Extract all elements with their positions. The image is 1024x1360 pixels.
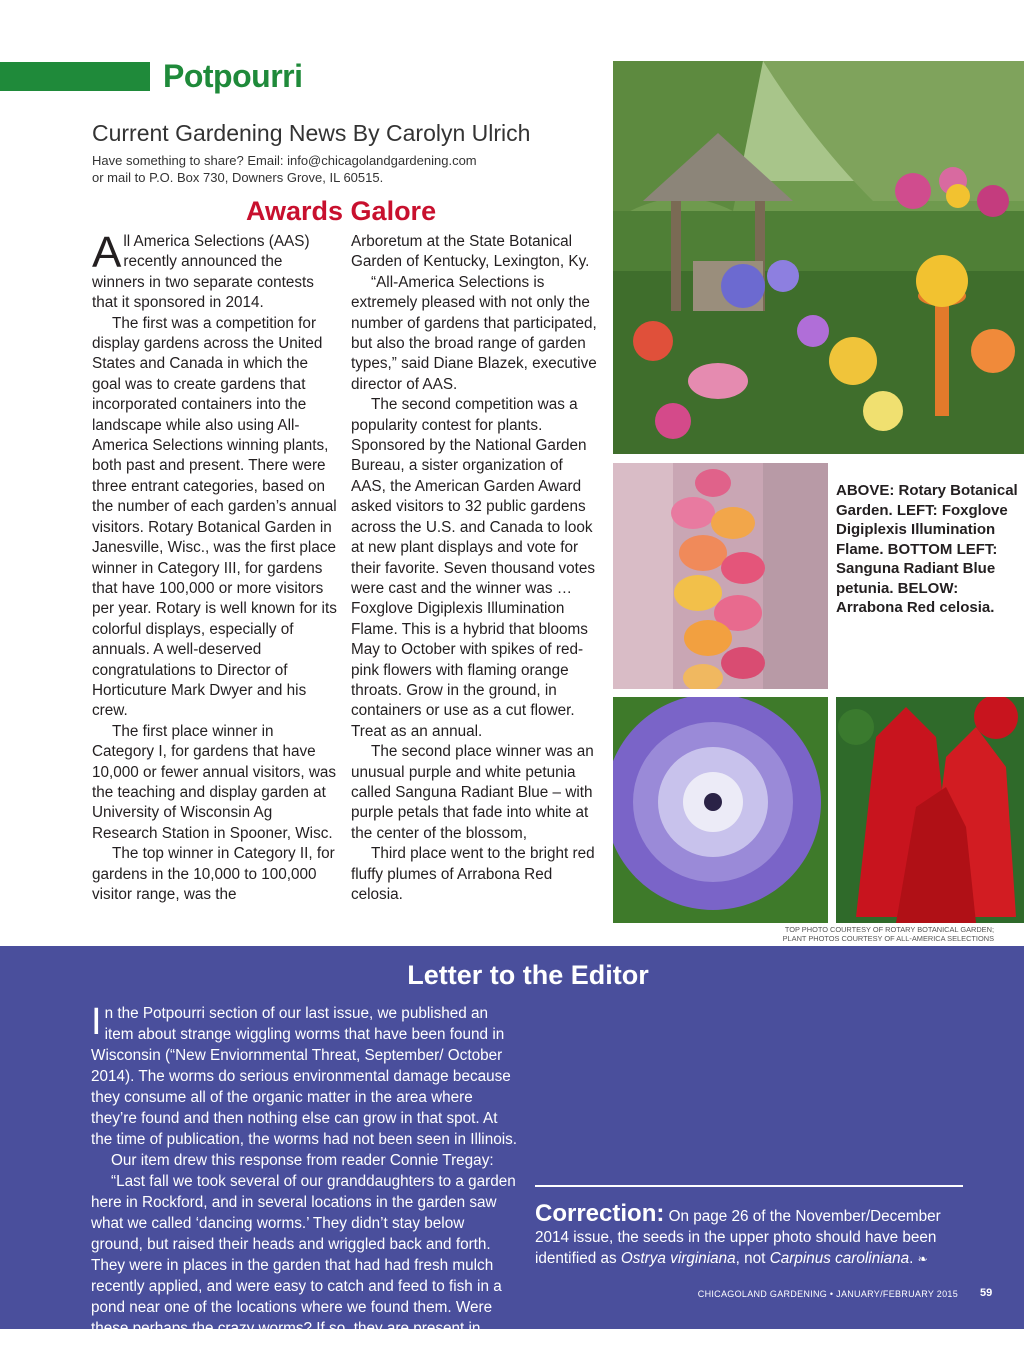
letter-paragraph [535, 1003, 963, 1024]
drop-cap: I [91, 1001, 102, 1043]
contact-email-line: Have something to share? Email: info@chicagolandgardening.com [92, 153, 477, 168]
species-name: Ostrya virginiana [620, 1250, 736, 1267]
correction-text: , not [735, 1250, 766, 1267]
section-divider [535, 1185, 963, 1187]
correction-text: On page 26 of the November/December 2014 issue, the seeds in the upper photo should have been identified as [535, 1208, 941, 1267]
article-paragraph: “All-America Selections is extremely pleased with not only the number of gardens that participated, but also the broad range of garden types,” said Diane Blazek, executive director of AAS. [351, 273, 597, 393]
article-paragraph: Arboretum at the State Botanical Garden of Kentucky, Lexington, Ky. [351, 233, 590, 271]
end-mark-icon: ❧ [917, 1252, 928, 1266]
correction-notice [535, 1200, 965, 1270]
paragraph-text: ll America Selections (AAS) recently announced the winners in two separate contests that it sponsored in 2014. [92, 233, 314, 312]
petunia-photo [613, 697, 828, 923]
foxglove-photo [613, 463, 828, 689]
page-number: 59 [980, 1287, 993, 1299]
article-paragraph: The second place winner was an unusual purple and white petunia called Sanguna Radiant Blue – with purple petals that fade into white at the center of the blossom, [351, 743, 594, 842]
garden-photo [613, 61, 1024, 454]
letter-column-2 [535, 1003, 963, 1024]
letter-paragraph [91, 1003, 519, 1150]
article-column-2 [351, 232, 599, 905]
section-color-bar [0, 62, 150, 91]
paragraph-text: n the Potpourri section of our last issue, we published an item about strange wiggling worms that have been found in Wisconsin (“New Enviornmental Threat, September/ October 2014). The worms do serious environmental damage because they consume all of the organic matter in the area where they’re found and then nothing else can grow in that spot. At the time of publication, the worms had not been seen in Illinois. [91, 1005, 518, 1148]
correction-label: Correction: [535, 1200, 665, 1227]
correction-text: . [909, 1250, 914, 1267]
letter-column-1 [91, 1003, 519, 1360]
letter-paragraph [91, 1171, 519, 1360]
footer-publication: CHICAGOLAND GARDENING • JANUARY/FEBRUARY 2015 [697, 1289, 958, 1299]
article-column-1 [92, 228, 338, 905]
article-paragraph: The second competition was a popularity contest for plants. Sponsored by the National Garden Bureau, a sister organization of AAS, the American Garden Award asked visitors to 32 public gardens across the U.S. and Canada to look at new plant displays and vote for their favorite. Seven thousand votes were cast and the winner was … Foxglove Digiplexis Illumination Flame. This is a hybrid that blooms May to October with spikes of red-pink flowers with flaming orange throats. Grow in the ground, in containers or use as a cut flower. Treat as an annual. [351, 396, 596, 740]
article-paragraph: The first was a competition for display gardens across the United States and Canada in which the goal was to create gardens that incorporated containers into the landscape while also using All-America Selections winning plants, both past and present. There were three entrant categories, based on the number of each garden’s annual visitors. Rotary Botanical Garden in Janesville, Wisc., was the first place winner in Category III, for gardens that have 100,000 or more visitors per year. Rotary is well known for its colorful displays, especially of annuals. A well-deserved congratulations to Director of Horticuture Mark Dwyer and his crew. [92, 314, 337, 720]
photo-credit-line: TOP PHOTO COURTESY OF ROTARY BOTANICAL GARDEN; [784, 925, 994, 934]
letter-quote-part: “Last fall we took several of our granddaughters to a garden here in Rockford, and in several locations in the garden saw what we called ‘dancing worms.’ They didn’t stay below ground, but raised their heads and wriggled back and forth. They were in places in the garden that had had fresh mulch recently applied, and were easy to catch and feed to fish in a pond near one of the locations where we found them. Were these perhaps the crazy worms? If so, they are present in Illinois, or at least they were last fall.” [91, 1173, 516, 1358]
photo-credit [690, 925, 994, 943]
celosia-photo [836, 697, 1024, 923]
article-paragraph: Third place went to the bright red fluffy plumes of Arrabona Red celosia. [351, 845, 595, 903]
drop-cap: A [92, 228, 122, 277]
photo-credit-line: PLANT PHOTOS COURTESY OF ALL-AMERICA SELECTIONS [782, 934, 994, 943]
letter-title: Letter to the Editor [407, 960, 649, 990]
article-paragraph: The top winner in Category II, for gardens in the 10,000 to 100,000 visitor range, was the [92, 845, 335, 903]
contact-info [92, 152, 477, 186]
article-paragraph: The first place winner in Category I, for gardens that have 10,000 or fewer annual visitors, was the teaching and display garden at University of Wisconsin Ag Research Station in Spooner, Wisc. [92, 722, 337, 842]
section-title: Potpourri [163, 58, 303, 94]
photo-caption: ABOVE: Rotary Botanical Garden. LEFT: Foxglove Digiplexis Illumination Flame. BOTTOM LEFT: Sanguna Radiant Blue petunia. BELOW: Arrabona Red celosia. [836, 482, 1018, 616]
species-name: Carpinus caroliniana [769, 1250, 910, 1267]
article-paragraph [92, 228, 338, 314]
letter-paragraph: Our item drew this response from reader Connie Tregay: [111, 1152, 494, 1169]
article-title: Awards Galore [246, 196, 437, 226]
contact-mail-line: or mail to P.O. Box 730, Downers Grove, IL 60515. [92, 170, 384, 185]
column-subheading: Current Gardening News By Carolyn Ulrich [92, 120, 531, 146]
